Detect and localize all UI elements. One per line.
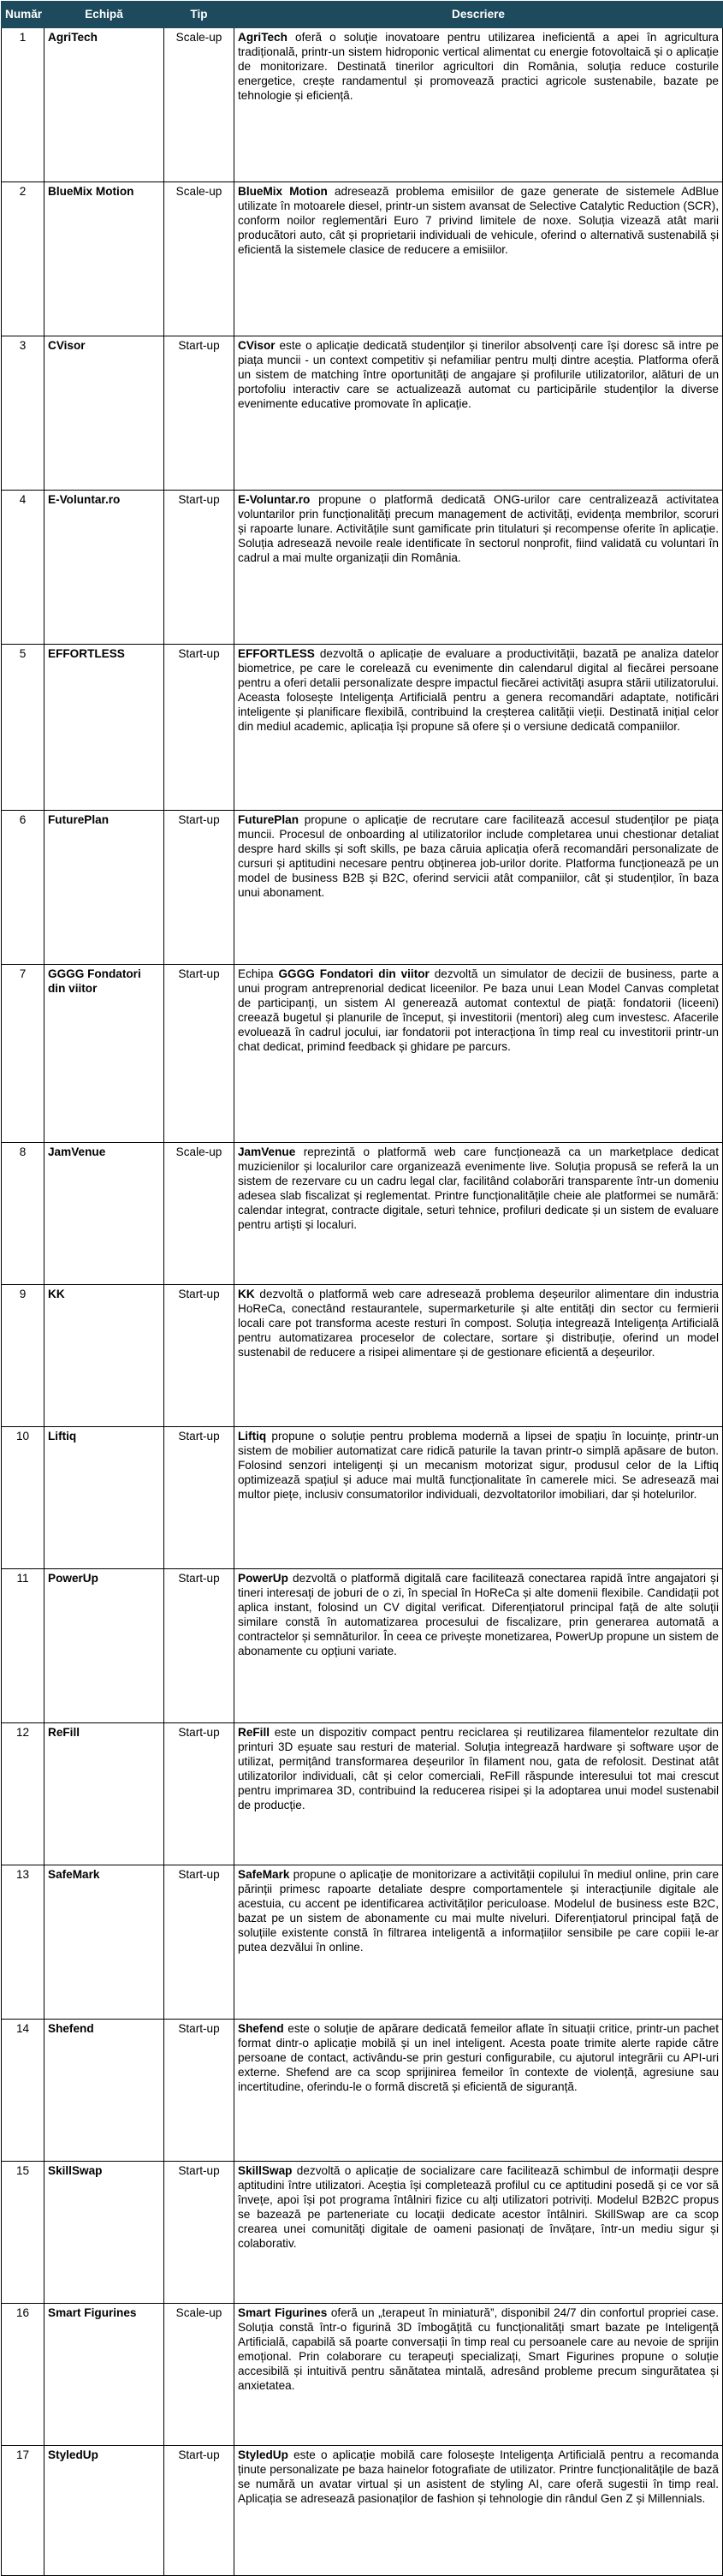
description-text: este o aplicație mobilă care folosește Inteligența Artificială pentru a recomanda ținute personalizate pe baza hainelor fotografiate de utilizator. Printre funcționalitățile de bază se numără un avatar virtual și un asistent de styling AI, care oferă sugestii în timp real. Aplicația se adresează pasionaților de fashion și tehnologie din rândul Gen Z și Millennials. bbox=[238, 2448, 719, 2505]
row-number: 11 bbox=[2, 1569, 44, 1723]
description-team-highlight: SkillSwap bbox=[238, 2164, 293, 2177]
team-type: Start-up bbox=[164, 1427, 234, 1569]
table-row bbox=[2, 1569, 723, 1723]
table-row bbox=[2, 182, 723, 336]
description-text: este o aplicație dedicată studenților și tinerilor absolvenți care își doresc să intre pe piața muncii - un context competitiv și nefamiliar pentru mulți dintre aceștia. Platforma oferă un sistem de matching între oportunități de angajare și profilurile utilizatorilor, alături de un portofoliu interactiv care se actualizează automat cu participările studenților la diverse evenimente educative promovate în aplicație. bbox=[238, 339, 719, 410]
team-name: PowerUp bbox=[44, 1569, 164, 1723]
description-team-highlight: BlueMix Motion bbox=[238, 185, 328, 198]
table-row bbox=[2, 1143, 723, 1285]
description-text: reprezintă o platformă web care funcționează ca un marketplace dedicat muzicienilor și localurilor care organizează evenimente live. Soluția propusă se referă la un sistem de rezervare cu un cadru legal clar, facilitând colaborări transparente într-un domeniu adesea slab fiscalizat și reglementat. Printre funcționalitățile cheie ale platformei se numără: calendar integrat, contracte digitale, seturi tehnice, profiluri dedicate și un sistem de evaluare pentru artiști și localuri. bbox=[238, 1145, 719, 1231]
description-team-highlight: ReFill bbox=[238, 1726, 270, 1739]
team-name: SafeMark bbox=[44, 1865, 164, 2020]
row-number: 5 bbox=[2, 645, 44, 811]
description-team-highlight: PowerUp bbox=[238, 1572, 288, 1585]
team-description bbox=[234, 336, 723, 491]
header-number: Număr bbox=[2, 2, 44, 28]
team-type: Start-up bbox=[164, 2446, 234, 2576]
description-team-highlight: EFFORTLESS bbox=[238, 647, 315, 660]
team-description bbox=[234, 2020, 723, 2162]
table-row bbox=[2, 811, 723, 965]
team-name: CVisor bbox=[44, 336, 164, 491]
team-description bbox=[234, 2162, 723, 2304]
header-description: Descriere bbox=[234, 2, 723, 28]
team-name: Liftiq bbox=[44, 1427, 164, 1569]
team-name: ReFill bbox=[44, 1723, 164, 1865]
table-row bbox=[2, 1723, 723, 1865]
table-row bbox=[2, 336, 723, 491]
description-text: dezvoltă un simulator de decizii de business, parte a unui program antreprenorial dedicat liceenilor. Pe baza unui Lean Model Canvas completat de participanți, un sistem AI generează automat contextul de piață: fondatorii (liceeni) creează bugetul și planurile de început, și investitorii (mentori) aleg cum investesc. Afacerile evoluează în cadrul jocului, iar fondatorii pot interacționa în timp real cu investitorii printr-un chat dedicat, primind feedback și ghidare pe parcurs. bbox=[238, 967, 719, 1053]
team-type: Scale-up bbox=[164, 2304, 234, 2446]
team-description bbox=[234, 182, 723, 336]
row-number: 8 bbox=[2, 1143, 44, 1285]
team-description bbox=[234, 1569, 723, 1723]
row-number: 17 bbox=[2, 2446, 44, 2576]
description-team-highlight: StyledUp bbox=[238, 2448, 288, 2461]
team-description bbox=[234, 1865, 723, 2020]
header-team: Echipă bbox=[44, 2, 164, 28]
row-number: 10 bbox=[2, 1427, 44, 1569]
team-type: Start-up bbox=[164, 965, 234, 1143]
team-type: Start-up bbox=[164, 811, 234, 965]
team-name: JamVenue bbox=[44, 1143, 164, 1285]
row-number: 12 bbox=[2, 1723, 44, 1865]
description-team-highlight: GGGG Fondatori din viitor bbox=[278, 967, 430, 980]
description-team-highlight: SafeMark bbox=[238, 1868, 290, 1881]
description-text: propune o soluție pentru problema modernă a lipsei de spațiu în locuințe, printr-un sistem de mobilier automatizat care ridică paturile la tavan printr-o simplă apăsare de buton. Folosind senzori inteligenți și un mecanism motorizat sigur, produsul celor de la Liftiq optimizează spațiul și aduce mai multă funcționalitate în camerele mici. Se adresează mai multor piețe, inclusiv consumatorilor individuali, dezvoltatorilor imobiliari, dar și hotelurilor. bbox=[238, 1430, 719, 1501]
description-team-highlight: AgriTech bbox=[238, 31, 287, 44]
row-number: 9 bbox=[2, 1285, 44, 1427]
description-team-highlight: FuturePlan bbox=[238, 813, 299, 826]
table-row bbox=[2, 1427, 723, 1569]
description-text: propune o aplicație de monitorizare a activității copilului în mediul online, prin care părinții primesc rapoarte detaliate despre comportamentele și interacțiunile digitale ale acestuia, cu accent pe identificarea activităților periculoase. Modelul de business este B2C, bazat pe un sistem de abonamente cu mai multe niveluri. Diferențiatorul principal față de soluțiile existente constă în filtrarea inteligentă a informațiilor sensibile pe care copiii le-ar putea dezvălui în online. bbox=[238, 1868, 719, 1954]
description-text: propune o aplicație de recrutare care facilitează accesul studenților pe piața muncii. Procesul de onboarding al utilizatorilor include completarea unui chestionar detaliat despre hard skills și soft skills, pe baza căruia aplicația oferă recomandări personalizate de cursuri și aptitudini necesare pentru obținerea job-urilor dorite. Platforma funcționează pe un model de business B2B și B2C, oferind servicii atât companiilor, cât și studenților, în baza unui abonament. bbox=[238, 813, 719, 899]
team-type: Start-up bbox=[164, 1723, 234, 1865]
row-number: 4 bbox=[2, 491, 44, 645]
table-row bbox=[2, 645, 723, 811]
table-row bbox=[2, 2446, 723, 2576]
team-name: Shefend bbox=[44, 2020, 164, 2162]
table-row bbox=[2, 2304, 723, 2446]
team-type: Start-up bbox=[164, 2020, 234, 2162]
row-number: 15 bbox=[2, 2162, 44, 2304]
team-description bbox=[234, 2304, 723, 2446]
description-team-highlight: CVisor bbox=[238, 339, 276, 352]
row-number: 6 bbox=[2, 811, 44, 965]
team-name: KK bbox=[44, 1285, 164, 1427]
team-description bbox=[234, 1427, 723, 1569]
description-text: dezvoltă o platformă web care adresează problema deșeurilor alimentare din industria HoReCa, conectând restaurantele, supermarketurile și alte entități din sector cu fermierii locali care pot transforma aceste resturi în compost. Soluția integrează Inteligența Artificială pentru automatizarea proceselor de colectare, sortare și distribuție, oferind un model sustenabil de reducere a risipei alimentare și de gestionare eficientă a deșeurilor. bbox=[238, 1288, 719, 1359]
team-type: Start-up bbox=[164, 1569, 234, 1723]
row-number: 13 bbox=[2, 1865, 44, 2020]
team-type: Start-up bbox=[164, 2162, 234, 2304]
team-name: Smart Figurines bbox=[44, 2304, 164, 2446]
table-row bbox=[2, 491, 723, 645]
description-team-highlight: Smart Figurines bbox=[238, 2306, 328, 2319]
team-type: Scale-up bbox=[164, 1143, 234, 1285]
team-type: Scale-up bbox=[164, 28, 234, 182]
row-number: 7 bbox=[2, 965, 44, 1143]
teams-table bbox=[1, 1, 723, 2576]
team-name: EFFORTLESS bbox=[44, 645, 164, 811]
team-description bbox=[234, 1143, 723, 1285]
team-type: Start-up bbox=[164, 645, 234, 811]
row-number: 14 bbox=[2, 2020, 44, 2162]
table-header-row bbox=[2, 2, 723, 28]
team-description bbox=[234, 2446, 723, 2576]
description-text: dezvoltă o aplicație de socializare care facilitează schimbul de informații despre aptitudini între utilizatori. Aceștia își completează profilul cu ce aptitudini posedă și ce vor să învețe, apoi își pot programa întâlniri fizice cu alți utilizatori potriviți. Modelul B2B2C propus se bazează pe parteneriate cu locații dedicate acestor întâlniri. SkillSwap are ca scop crearea unei comunități digitale de oameni pasionați de învățare, într-un mediu sigur și colaborativ. bbox=[238, 2164, 719, 2250]
team-name: StyledUp bbox=[44, 2446, 164, 2576]
description-team-highlight: E-Voluntar.ro bbox=[238, 493, 311, 506]
description-text: este o soluție de apărare dedicată femeilor aflate în situații critice, printr-un pachet format dintr-o aplicație mobilă și un inel inteligent. Acesta poate trimite alerte rapide către persoane de contact, activându-se prin gesturi configurabile, cu ajutorul integrării cu API-uri externe. Shefend are ca scop sprijinirea femeilor în contexte de violență, agresiune sau incertitudine, oferindu-le o formă discretă și eficientă de siguranță. bbox=[238, 2022, 719, 2093]
table-row bbox=[2, 1285, 723, 1427]
table-row bbox=[2, 28, 723, 182]
row-number: 3 bbox=[2, 336, 44, 491]
row-number: 1 bbox=[2, 28, 44, 182]
description-text: dezvoltă o aplicație de evaluare a productivității, bazată pe analiza datelor biometrice, pe care le corelează cu evenimente din calendarul digital al fiecărei persoane pentru a oferi detalii personalizate despre impactul fiecărei activități asupra stării utilizatorului. Aceasta folosește Inteligența Artificială pentru a genera recomandări adaptate, notificări inteligente și planificare flexibilă, contribuind la creșterea calității vieții. Destinată inițial celor din mediul academic, aplicația își propune să ofere și o versiune dedicată companiilor. bbox=[238, 647, 719, 733]
description-text: este un dispozitiv compact pentru reciclarea și reutilizarea filamentelor rezultate din printuri 3D eșuate sau resturi de material. Soluția integrează hardware și software ușor de utilizat, permițând transformarea deșeurilor în filament nou, gata de refolosit. Destinat atât utilizatorilor individuali, cât și celor comerciali, ReFill răspunde interesului tot mai crescut pentru imprimarea 3D, contribuind la reducerea risipei și la adoptarea unui model sustenabil de producție. bbox=[238, 1726, 719, 1812]
row-number: 2 bbox=[2, 182, 44, 336]
team-type: Start-up bbox=[164, 1865, 234, 2020]
description-team-highlight: Liftiq bbox=[238, 1430, 267, 1443]
header-type: Tip bbox=[164, 2, 234, 28]
description-text: oferă un „terapeut în miniatură”, disponibil 24/7 din confortul propriei case. Soluția constă într-o figurină 3D îmbogățită cu funcționalități smart bazate pe Inteligență Artificială, capabilă să poarte conversații în timp real cu persoanele care au nevoie de sprijin emoțional. Prin colaborare cu terapeuți specializați, Smart Figurines propune o soluție accesibilă și intuitivă pentru sănătatea mintală, adresând probleme precum singurătatea și anxietatea. bbox=[238, 2306, 719, 2392]
team-name: BlueMix Motion bbox=[44, 182, 164, 336]
team-name: AgriTech bbox=[44, 28, 164, 182]
team-description bbox=[234, 491, 723, 645]
team-description bbox=[234, 965, 723, 1143]
description-text: adresează problema emisiilor de gaze generate de sistemele AdBlue utilizate în motoarele diesel, printr-un sistem avansat de Selective Catalytic Reduction (SCR), conform noilor reglementări Euro 7 privind limitele de noxe. Soluția vizează atât marii producători auto, cât și proprietarii individuali de vehicule, oferind o alternativă sustenabilă și eficientă la sistemele clasice de reducere a emisiilor. bbox=[238, 185, 720, 256]
description-text: dezvoltă o platformă digitală care facilitează conectarea rapidă între angajatori și tineri interesați de joburi de o zi, în special în HoReCa și alte domenii flexibile. Candidații pot aplica instant, folosind un CV digital verificat. Diferențiatorul principal față de alte soluții similare constă în automatizarea procesului de fiscalizare, prin generarea automată a contractelor și semnăturilor. În ceea ce privește monetizarea, PowerUp propune un sistem de abonamente cu opțiuni variate. bbox=[238, 1572, 719, 1657]
team-description bbox=[234, 811, 723, 965]
description-team-highlight: KK bbox=[238, 1288, 255, 1300]
row-number: 16 bbox=[2, 2304, 44, 2446]
team-name: SkillSwap bbox=[44, 2162, 164, 2304]
team-name: E-Voluntar.ro bbox=[44, 491, 164, 645]
description-text: oferă o soluție inovatoare pentru utilizarea ineficientă a apei în agricultura tradițională, printr-un sistem hidroponic vertical alimentat cu energie fotovoltaică și o aplicație de monitorizare. Destinată tinerilor agricultori din România, soluția reduce costurile energetice, crește randamentul și promovează practici agricole sustenabile, bazate pe tehnologie și eficiență. bbox=[238, 31, 719, 102]
team-name: GGGG Fondatori din viitor bbox=[44, 965, 164, 1143]
team-type: Start-up bbox=[164, 491, 234, 645]
team-type: Start-up bbox=[164, 1285, 234, 1427]
team-description bbox=[234, 28, 723, 182]
description-prefix: Echipa bbox=[238, 967, 279, 980]
table-row bbox=[2, 2020, 723, 2162]
table-row bbox=[2, 965, 723, 1143]
table-row bbox=[2, 2162, 723, 2304]
description-team-highlight: Shefend bbox=[238, 2022, 284, 2035]
team-type: Start-up bbox=[164, 336, 234, 491]
description-text: propune o platformă dedicată ONG-urilor care centralizează activitatea voluntarilor prin funcționalități precum management de activități, evidența membrilor, scoruri și rapoarte lunare. Activitățile sunt gamificate prin titulaturi și recompense oferite în aplicație. Soluția adresează nevoile reale identificate în sectorul nonprofit, fiind validată cu voluntari în cadrul a mai multe organizații din România. bbox=[238, 493, 719, 564]
team-name: FuturePlan bbox=[44, 811, 164, 965]
table-row bbox=[2, 1865, 723, 2020]
team-description bbox=[234, 1285, 723, 1427]
description-team-highlight: JamVenue bbox=[238, 1145, 296, 1158]
team-description bbox=[234, 645, 723, 811]
team-type: Scale-up bbox=[164, 182, 234, 336]
team-description bbox=[234, 1723, 723, 1865]
